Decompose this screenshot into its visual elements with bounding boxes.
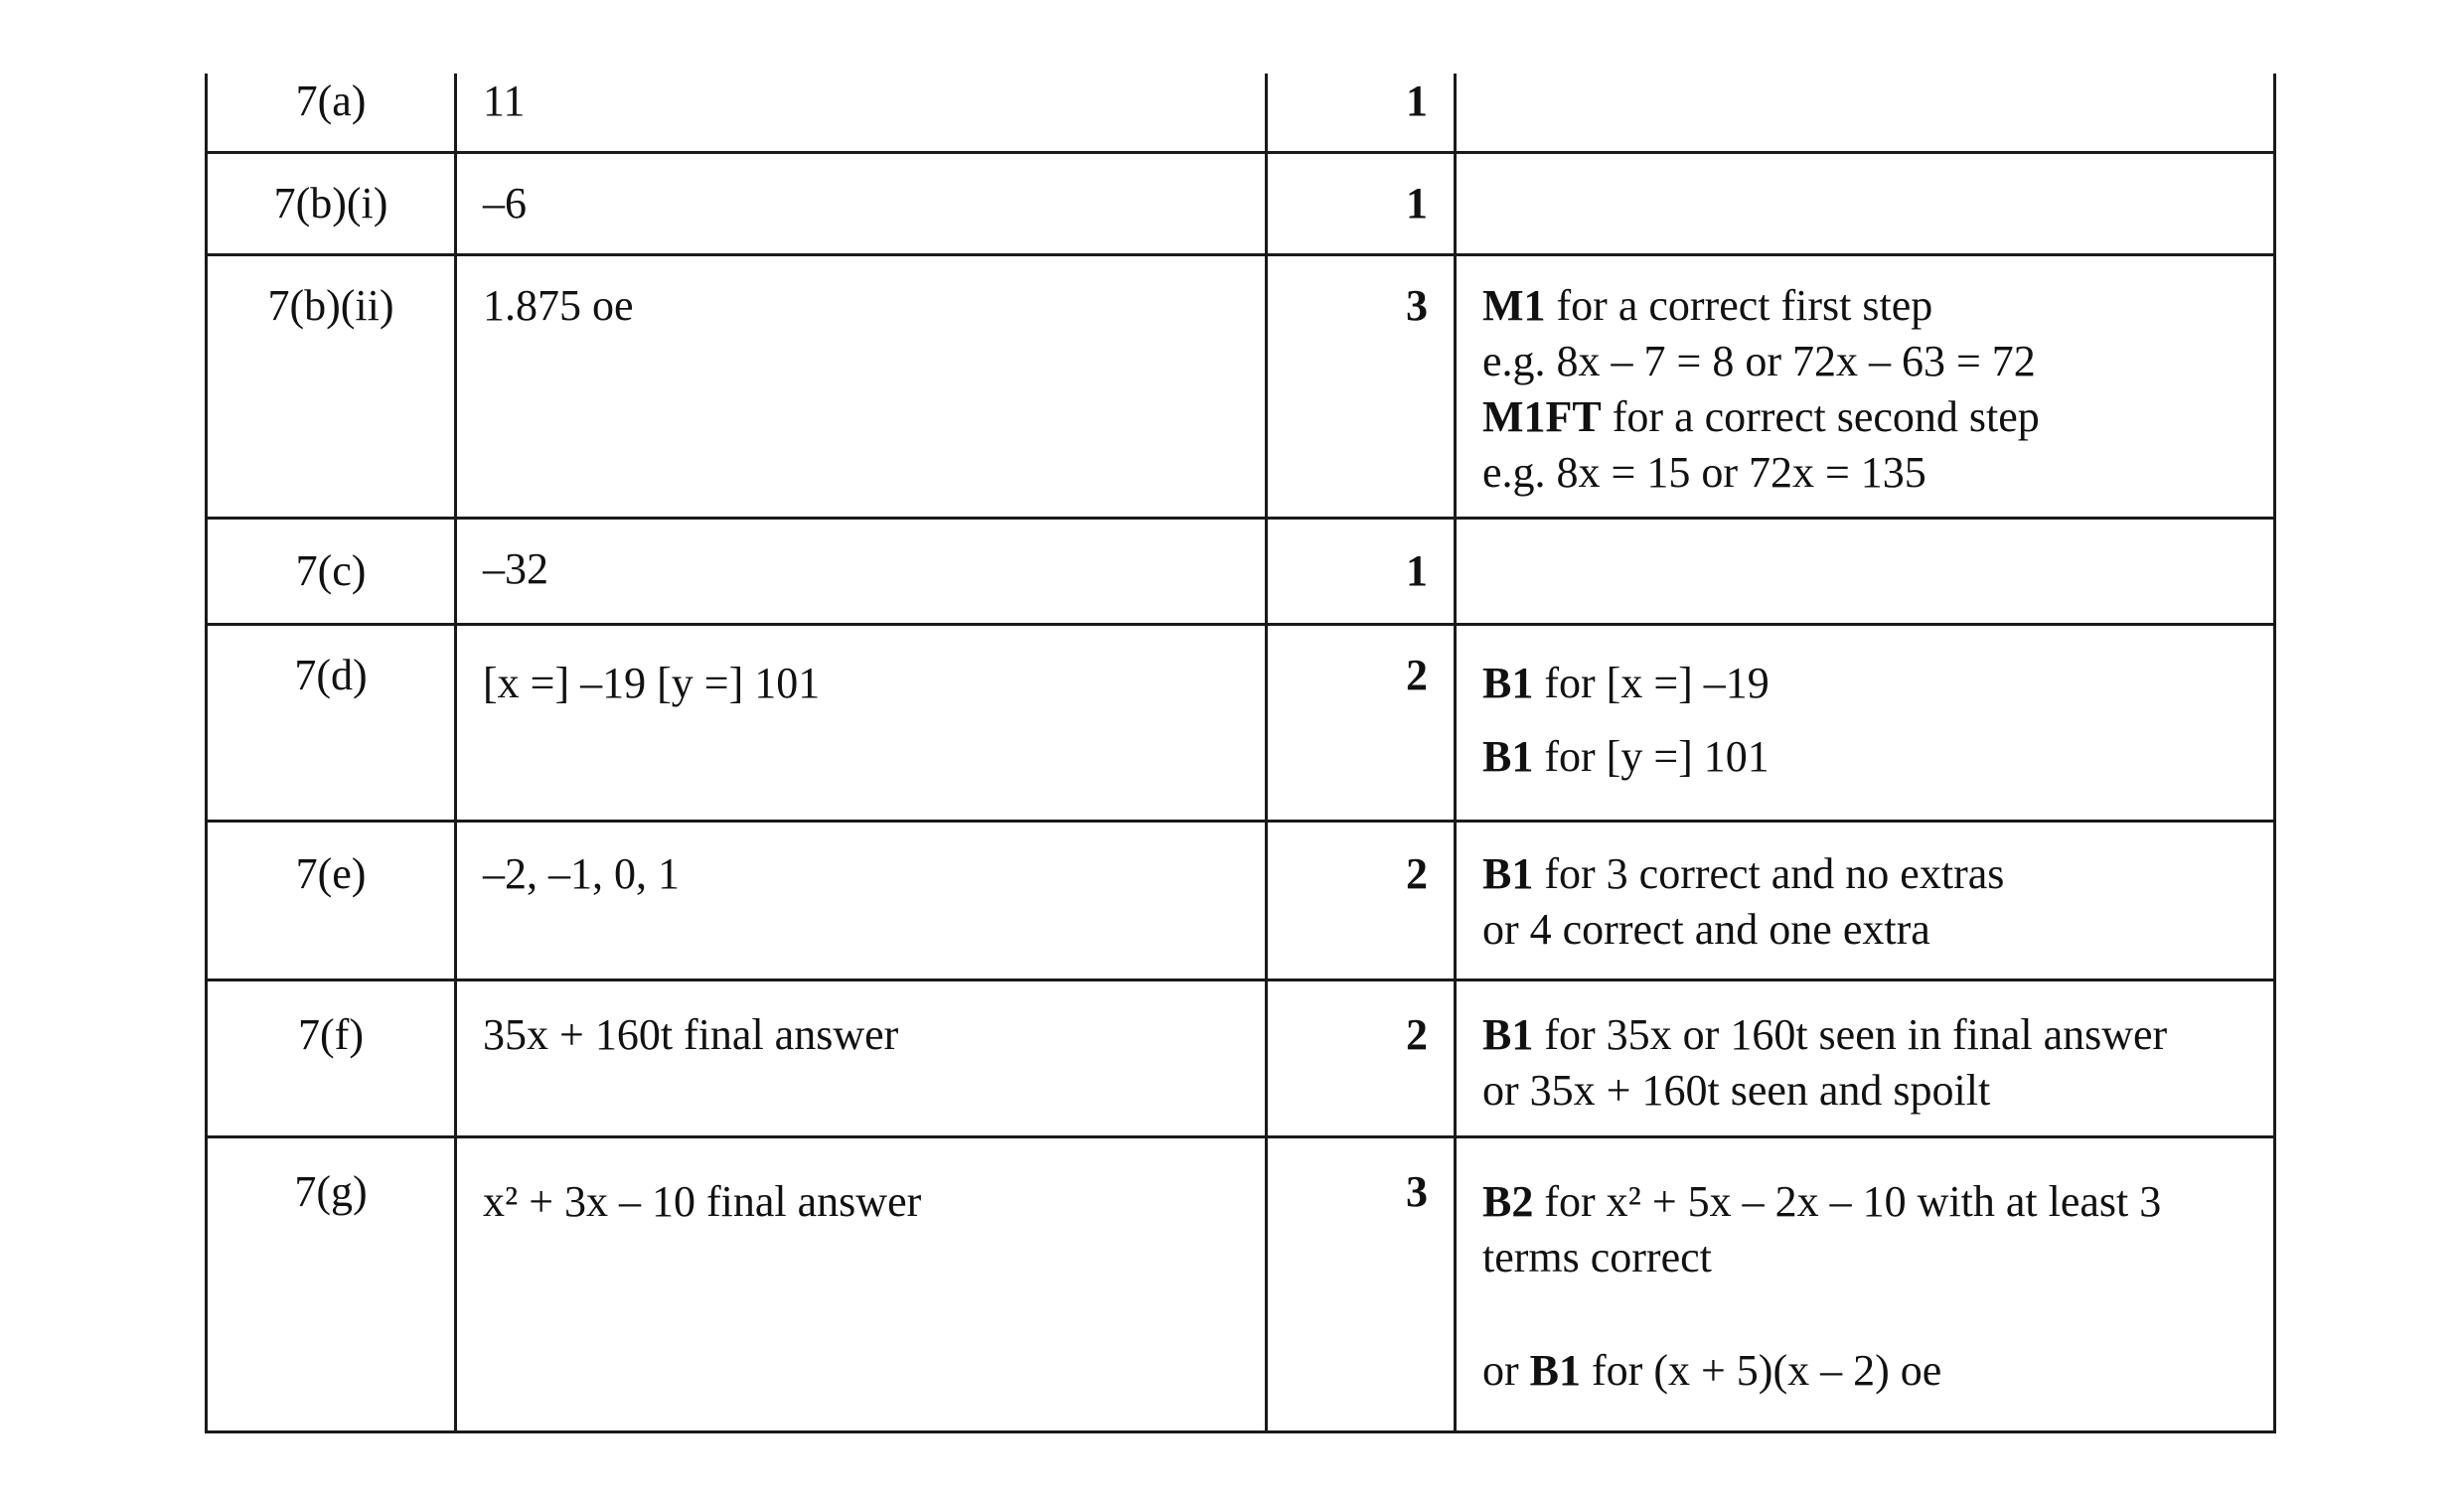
table-row bbox=[207, 518, 2275, 624]
guidance-cell bbox=[1456, 624, 2275, 821]
answer-cell: –32 bbox=[456, 518, 1267, 624]
marks-cell: 1 bbox=[1267, 518, 1456, 624]
table-row bbox=[207, 1136, 2275, 1431]
marks-cell: 2 bbox=[1267, 821, 1456, 979]
question-number: 7(d) bbox=[207, 624, 456, 821]
marks-cell: 3 bbox=[1267, 254, 1456, 518]
mark-code: B1 bbox=[1482, 1009, 1534, 1059]
marks-cell: 2 bbox=[1267, 624, 1456, 821]
answer-cell: –6 bbox=[456, 152, 1267, 254]
mark-code: B1 bbox=[1482, 658, 1534, 707]
question-number: 7(g) bbox=[207, 1136, 456, 1431]
guidance-cell bbox=[1456, 254, 2275, 518]
question-number: 7(b)(ii) bbox=[207, 254, 456, 518]
guidance-text: for 3 correct and no extras bbox=[1533, 848, 2005, 898]
mark-code: B1 bbox=[1482, 848, 1534, 898]
mark-code: B1 bbox=[1482, 731, 1534, 781]
marks-cell: 3 bbox=[1267, 1136, 1456, 1431]
question-number: 7(c) bbox=[207, 518, 456, 624]
question-number: 7(a) bbox=[207, 74, 456, 152]
guidance-text: for (x + 5)(x – 2) oe bbox=[1581, 1346, 1942, 1396]
answer-cell: x² + 3x – 10 final answer bbox=[456, 1136, 1267, 1431]
guidance-line bbox=[1482, 656, 2247, 711]
marks-cell: 1 bbox=[1267, 152, 1456, 254]
table-row bbox=[207, 74, 2275, 152]
guidance-text: for [x =] –19 bbox=[1533, 658, 1770, 707]
guidance-line bbox=[1482, 1174, 2247, 1230]
answer-cell: 35x + 160t final answer bbox=[456, 979, 1267, 1136]
answer-cell: [x =] –19 [y =] 101 bbox=[456, 624, 1267, 821]
guidance-line bbox=[1482, 278, 2247, 334]
mark-code: B2 bbox=[1482, 1176, 1534, 1226]
guidance-line: or 4 correct and one extra bbox=[1482, 904, 1930, 954]
question-number: 7(b)(i) bbox=[207, 152, 456, 254]
marks-cell: 2 bbox=[1267, 979, 1456, 1136]
guidance-prefix: or bbox=[1482, 1346, 1530, 1396]
guidance-line bbox=[1482, 389, 2247, 445]
answer-cell: 1.875 oe bbox=[456, 254, 1267, 518]
guidance-cell bbox=[1456, 152, 2275, 254]
guidance-cell bbox=[1456, 821, 2275, 979]
mark-code: M1 bbox=[1482, 280, 1546, 330]
mark-code: M1FT bbox=[1482, 392, 1602, 442]
table-row bbox=[207, 821, 2275, 979]
guidance-line bbox=[1482, 1343, 2247, 1399]
guidance-text: for a correct first step bbox=[1545, 280, 1933, 330]
mark-scheme-table bbox=[205, 74, 2276, 1433]
guidance-line: or 35x + 160t seen and spoilt bbox=[1482, 1065, 1991, 1115]
guidance-cell bbox=[1456, 979, 2275, 1136]
guidance-line bbox=[1482, 846, 2247, 902]
guidance-line: terms correct bbox=[1482, 1232, 1712, 1281]
answer-cell: 11 bbox=[456, 74, 1267, 152]
guidance-line: e.g. 8x = 15 or 72x = 135 bbox=[1482, 448, 1926, 498]
guidance-spacer bbox=[1482, 1285, 2247, 1343]
guidance-line: e.g. 8x – 7 = 8 or 72x – 63 = 72 bbox=[1482, 336, 2036, 385]
guidance-line bbox=[1482, 729, 2247, 785]
table-row bbox=[207, 979, 2275, 1136]
guidance-line bbox=[1482, 1007, 2247, 1063]
answer-cell: –2, –1, 0, 1 bbox=[456, 821, 1267, 979]
guidance-text: for [y =] 101 bbox=[1533, 731, 1770, 781]
guidance-cell bbox=[1456, 74, 2275, 152]
guidance-cell bbox=[1456, 518, 2275, 624]
guidance-cell bbox=[1456, 1136, 2275, 1431]
marks-cell: 1 bbox=[1267, 74, 1456, 152]
table-row bbox=[207, 624, 2275, 821]
mark-code: B1 bbox=[1529, 1346, 1582, 1396]
table-row bbox=[207, 152, 2275, 254]
guidance-text: for 35x or 160t seen in final answer bbox=[1533, 1009, 2168, 1059]
question-number: 7(e) bbox=[207, 821, 456, 979]
table-row bbox=[207, 254, 2275, 518]
guidance-text: for x² + 5x – 2x – 10 with at least 3 bbox=[1533, 1176, 2162, 1226]
guidance-text: for a correct second step bbox=[1601, 392, 2040, 442]
question-number: 7(f) bbox=[207, 979, 456, 1136]
